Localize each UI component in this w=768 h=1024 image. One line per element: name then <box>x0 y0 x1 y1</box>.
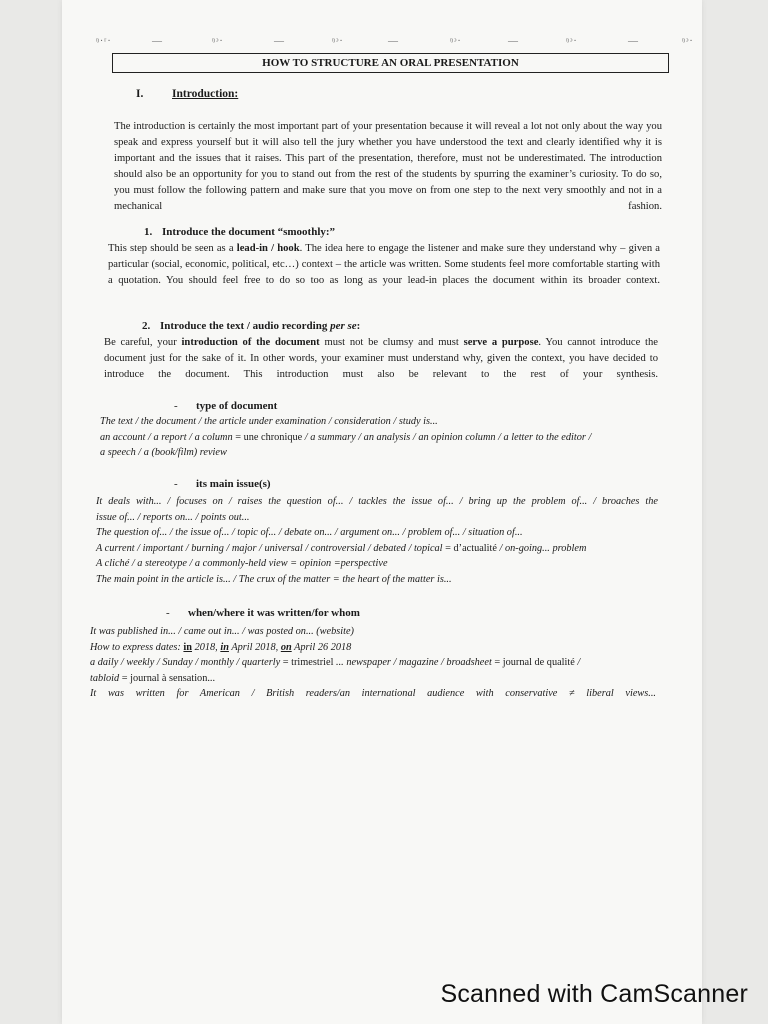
step1-text-bold: lead-in / hook <box>236 243 300 254</box>
scanned-page <box>62 0 702 1024</box>
type-line-1: The text / the document / the article under examination / consideration / study is... <box>100 416 438 427</box>
when-line-3b: = trimestriel <box>282 657 334 668</box>
step1-text-a: This step should be seen as a <box>108 243 237 254</box>
step2-paragraph <box>104 335 658 383</box>
type-line-2b: = une chronique <box>235 431 303 443</box>
when-where-title: when/where it was written/for whom <box>188 607 360 619</box>
issues-line-4b: = d’actualité <box>445 542 497 554</box>
step1-title: Introduce the document “smoothly:” <box>162 226 336 238</box>
when-line-5: It was written for American / British readers/an international audience with conservative ≠ liberal views... <box>90 688 656 699</box>
issues-line-4c: / on-going... problem <box>496 542 587 554</box>
camscanner-watermark: Scanned with CamScanner <box>440 980 748 1008</box>
section-heading-introduction <box>136 88 238 100</box>
when-line-2 <box>90 640 656 656</box>
step2-title-end: : <box>356 320 361 332</box>
section-label: Introduction: <box>172 88 239 100</box>
when-line-3 <box>90 655 656 671</box>
bullet-dash: - <box>166 607 170 619</box>
issues-line-3: The question of... / the issue of... / topic of... / debate on... / argument on... / problem of... / situation of... <box>96 527 523 538</box>
type-of-document-heading <box>174 400 277 412</box>
issues-line-4 <box>96 541 658 557</box>
bullet-dash: - <box>174 478 178 490</box>
main-issues-title: its main issue(s) <box>196 478 271 490</box>
step1-paragraph <box>108 241 660 289</box>
issues-line-6: The main point in the article is... / The crux of the matter = the heart of the matter is... <box>96 573 452 585</box>
when-line-4b: = journal à sensation... <box>121 672 216 684</box>
step2-title-italic: per se <box>330 320 357 332</box>
main-issues-list <box>96 494 658 587</box>
step2-heading <box>142 320 360 332</box>
when-line-4a: tabloid <box>90 672 122 684</box>
bullet-dash: - <box>174 400 178 412</box>
step2-title: Introduce the text / audio recording <box>160 320 331 332</box>
issues-line-5: A cliché / a stereotype / a commonly-held view = opinion =perspective <box>96 558 388 569</box>
issues-line-4a: A current / important / burning / major / universal / controversial / debated / topical <box>96 542 446 554</box>
step2-text-e: . You cannot introduce the document just for the sake of it. In other words, your examiner must understand why, given the context, you have decided to introduce the document. This introduction must also be relevant to the rest of your synthesis. <box>104 337 658 380</box>
when-line-2g: April 26 2018 <box>291 641 352 653</box>
when-line-1: It was published in... / came out in... / was posted on... (website) <box>90 626 354 637</box>
type-of-document-title: type of document <box>196 400 278 412</box>
step1-number: 1. <box>144 226 153 238</box>
when-line-2c: 2018, <box>192 641 221 653</box>
type-line-2 <box>100 430 660 446</box>
when-line-2f: on <box>280 641 292 653</box>
issues-line-1: It deals with... / focuses on / raises the question of... / tackles the issue of... / bring up the problem of... / broaches the <box>96 496 658 507</box>
step2-text-bold1: introduction of the document <box>181 337 320 348</box>
step2-number: 2. <box>142 320 151 332</box>
document-title: HOW TO STRUCTURE AN ORAL PRESENTATION <box>112 53 669 73</box>
type-line-2c: / a summary / an analysis / an opinion column / a letter to the editor / <box>302 431 592 443</box>
when-line-3a: a daily / weekly / Sunday / monthly / quarterly <box>90 657 283 668</box>
when-line-2e: April 2018, <box>228 641 281 653</box>
when-line-3c: ... newspaper / magazine / broadsheet <box>333 657 495 668</box>
introduction-paragraph <box>114 119 662 215</box>
when-line-3d: = journal de qualité <box>494 657 575 668</box>
section-number: I. <box>136 88 144 100</box>
type-of-document-list <box>100 414 660 461</box>
when-line-2a: How to express dates: <box>90 641 184 653</box>
when-line-2d: in <box>220 641 229 653</box>
when-line-3e: / <box>574 657 581 668</box>
type-line-3: a speech / a (book/film) review <box>100 447 227 458</box>
step1-heading <box>144 226 335 238</box>
introduction-text: The introduction is certainly the most important part of your presentation because it will reveal a lot not only about the way you speak and express yourself but it will also tell the jury whether you have understood the text and clearly identified why it is important and the issues that it raises. This part of the presentation, therefore, must not be underestimated. The introduction should also be an opportunity for you to stand out from the rest of the students by spurring the examiner’s curiosity. To do so, you must follow the following pattern and make sure that you move on from one step to the next very smoothly and not in a mechanical fashion. <box>114 121 662 212</box>
when-where-heading <box>166 607 360 619</box>
main-issues-heading <box>174 478 271 490</box>
step1-text-c: . The idea here to engage the listener and make sure they understand why – given a particular (social, economic, political, etc…) context – the article was written. Some students feel more comfortable starting with a quotation. You should feel free to do so too as long as your lead-in places the document within its broader context. <box>108 243 660 286</box>
when-where-list <box>90 624 656 702</box>
step2-text-a: Be careful, your <box>104 337 182 348</box>
when-line-2b: in <box>183 641 193 653</box>
step2-text-c: must not be clumsy and must <box>319 337 464 348</box>
when-line-4 <box>90 671 656 687</box>
type-line-2a: an account / a report / a column <box>100 431 236 443</box>
scan-artifact-marks: ᵑ·ʳ· — ᵑᵓ· — ᵑᵓ· — ᵑᵓ· — ᵑᵓ· — ᵑᵓ· <box>96 36 694 47</box>
issues-line-2: issue of... / reports on... / points out... <box>96 511 250 523</box>
step2-text-bold2: serve a purpose <box>463 337 539 348</box>
